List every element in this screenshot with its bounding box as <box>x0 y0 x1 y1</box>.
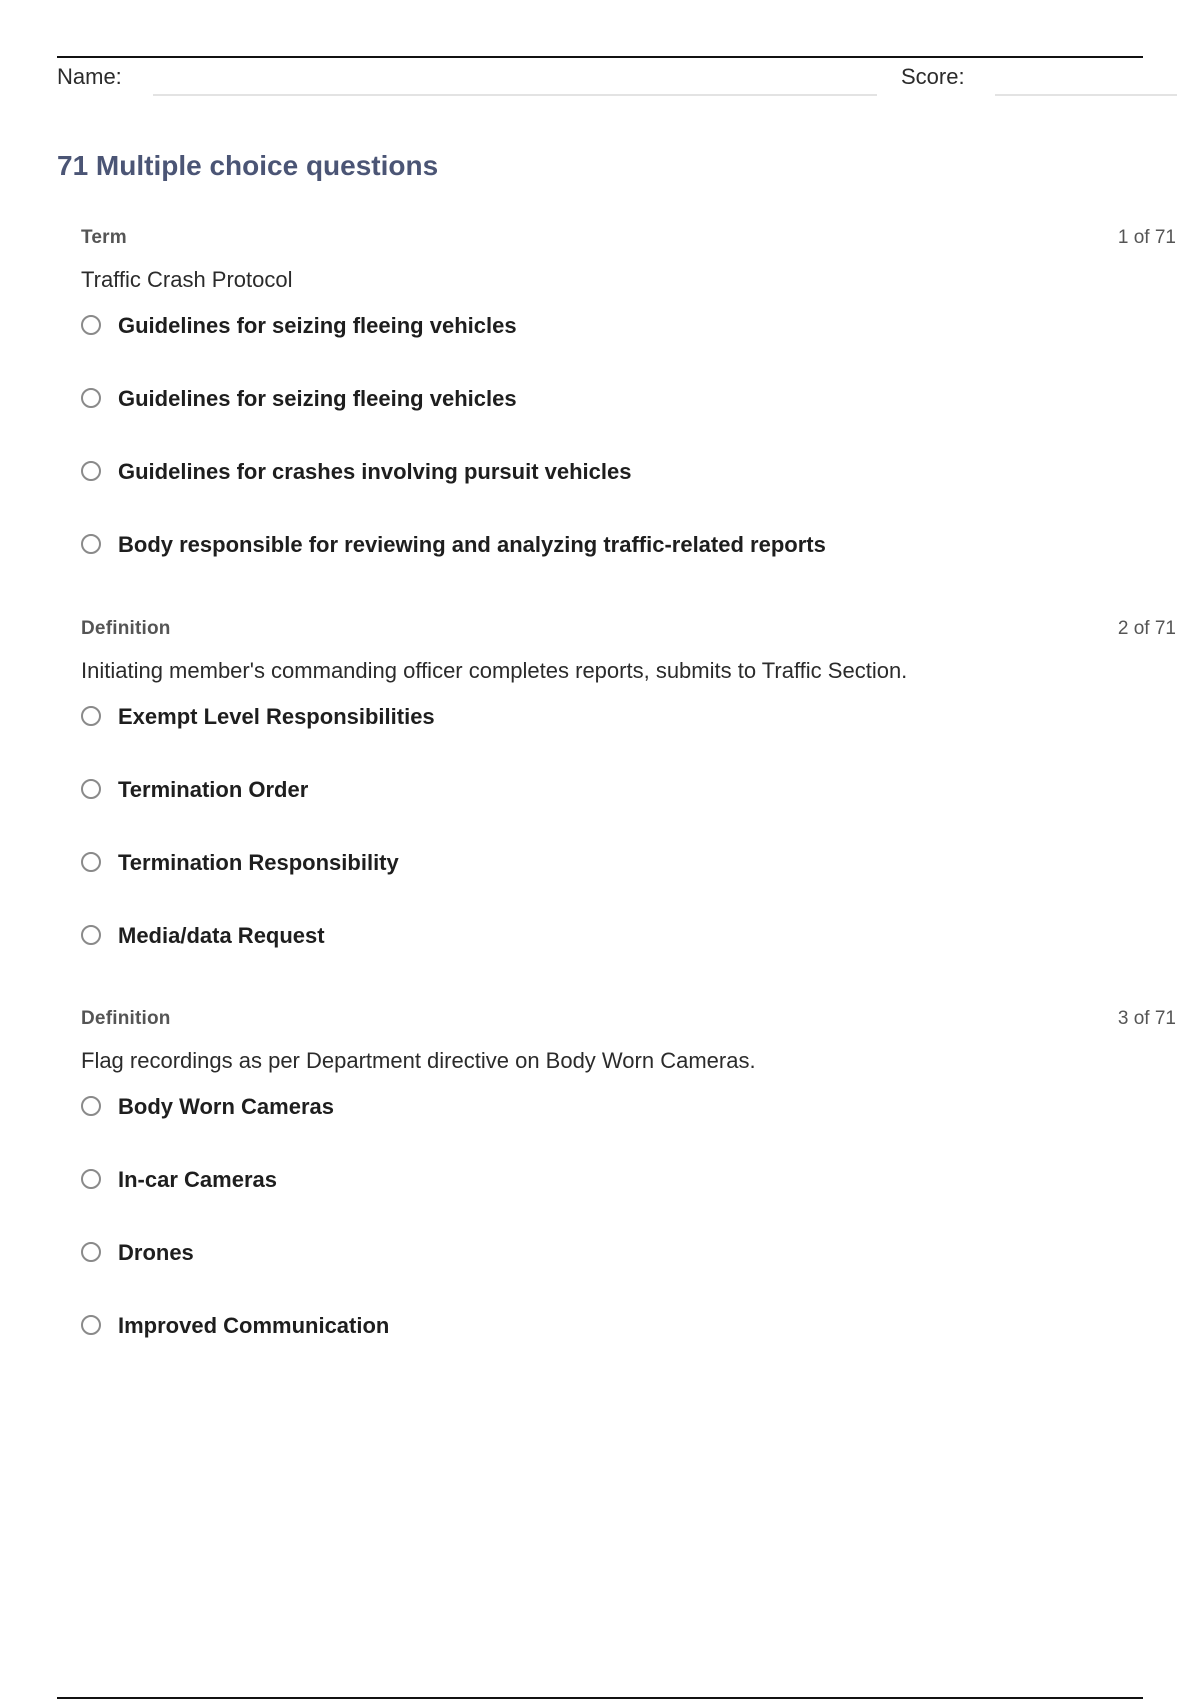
name-label: Name: <box>57 64 122 89</box>
answer-options <box>81 704 1176 996</box>
name-field-line[interactable] <box>153 94 877 96</box>
question-header <box>81 1008 1176 1034</box>
radio-button[interactable] <box>81 461 101 481</box>
score-label: Score: <box>901 64 965 89</box>
question-type: Definition <box>81 1008 171 1029</box>
answer-option[interactable] <box>81 704 1176 777</box>
radio-button[interactable] <box>81 388 101 408</box>
answer-option-label[interactable]: Body Worn Cameras <box>118 1094 334 1119</box>
question-prompt: Initiating member's commanding officer completes reports, submits to Traffic Section. <box>81 658 908 683</box>
answer-options <box>81 1094 1176 1386</box>
bottom-divider <box>57 1697 1143 1699</box>
answer-option[interactable] <box>81 313 1176 386</box>
answer-option-label[interactable]: Guidelines for seizing fleeing vehicles <box>118 313 517 338</box>
answer-option[interactable] <box>81 459 1176 532</box>
answer-option-label[interactable]: Media/data Request <box>118 923 325 948</box>
answer-option[interactable] <box>81 777 1176 850</box>
radio-button[interactable] <box>81 534 101 554</box>
radio-button[interactable] <box>81 706 101 726</box>
answer-option[interactable] <box>81 850 1176 923</box>
answer-option-label[interactable]: Termination Order <box>118 777 309 802</box>
question-3 <box>81 1008 1176 1386</box>
answer-option[interactable] <box>81 923 1176 996</box>
answer-option-label[interactable]: Guidelines for crashes involving pursuit vehicles <box>118 459 632 484</box>
question-counter: 3 of 71 <box>1117 1008 1176 1029</box>
radio-button[interactable] <box>81 1096 101 1116</box>
radio-button[interactable] <box>81 1242 101 1262</box>
radio-button[interactable] <box>81 779 101 799</box>
answer-option[interactable] <box>81 1313 1176 1386</box>
answer-option-label[interactable]: Exempt Level Responsibilities <box>118 704 435 729</box>
answer-option-label[interactable]: Guidelines for seizing fleeing vehicles <box>118 386 517 411</box>
answer-option[interactable] <box>81 386 1176 459</box>
answer-option[interactable] <box>81 1167 1176 1240</box>
question-1 <box>81 227 1176 605</box>
question-header <box>81 227 1176 253</box>
top-divider <box>57 56 1143 58</box>
answer-option[interactable] <box>81 532 1176 605</box>
answer-option[interactable] <box>81 1240 1176 1313</box>
score-field-line[interactable] <box>995 94 1177 96</box>
question-type: Definition <box>81 618 171 639</box>
header-row <box>57 62 1177 98</box>
question-header <box>81 618 1176 644</box>
answer-option-label[interactable]: Body responsible for reviewing and analyzing traffic-related reports <box>118 532 826 557</box>
radio-button[interactable] <box>81 925 101 945</box>
question-counter: 1 of 71 <box>1117 227 1176 248</box>
question-prompt: Traffic Crash Protocol <box>81 267 293 292</box>
radio-button[interactable] <box>81 1169 101 1189</box>
answer-option[interactable] <box>81 1094 1176 1167</box>
answer-options <box>81 313 1176 605</box>
question-type: Term <box>81 227 127 248</box>
question-counter: 2 of 71 <box>1117 618 1176 639</box>
radio-button[interactable] <box>81 852 101 872</box>
radio-button[interactable] <box>81 1315 101 1335</box>
answer-option-label[interactable]: Termination Responsibility <box>118 850 399 875</box>
section-title: 71 Multiple choice questions <box>57 150 439 181</box>
answer-option-label[interactable]: In-car Cameras <box>118 1167 277 1192</box>
answer-option-label[interactable]: Drones <box>118 1240 194 1265</box>
question-2 <box>81 618 1176 996</box>
answer-option-label[interactable]: Improved Communication <box>118 1313 390 1338</box>
question-prompt: Flag recordings as per Department directive on Body Worn Cameras. <box>81 1048 756 1073</box>
radio-button[interactable] <box>81 315 101 335</box>
